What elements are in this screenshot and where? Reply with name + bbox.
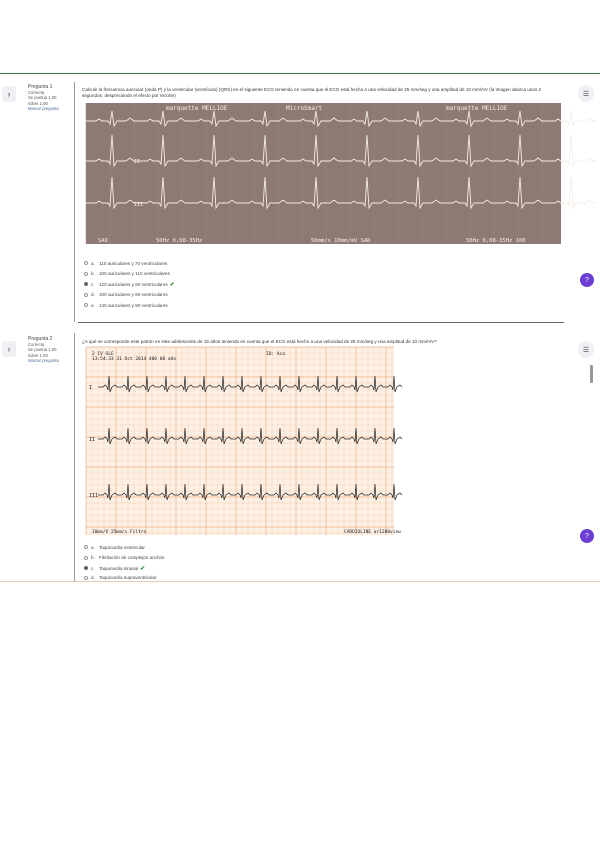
option-d[interactable]: d. 100 auriculares y 80 ventriculares: [84, 290, 175, 301]
ecg-footer-left: 10mm/V 25mm/s Filtro: [92, 530, 147, 535]
check-icon: ✔: [169, 281, 175, 288]
ecg-trace-line: [86, 177, 596, 208]
question-divider: [74, 333, 75, 581]
scrollbar-thumb[interactable]: [590, 365, 593, 383]
ecg-header-date: 13:54:33 31 Oct 2014 400 00 año: [92, 357, 176, 362]
footer-divider: [0, 581, 600, 582]
radio-button[interactable]: [84, 303, 88, 307]
menu-icon[interactable]: ☰: [578, 341, 594, 358]
radio-button[interactable]: [84, 293, 88, 297]
radio-button[interactable]: [84, 261, 88, 265]
ecg-footer-hz: 50Hz 0,08-35Hz: [156, 238, 203, 244]
question-text: Calcule la frecuencia auricular (onda P) y la ventricular (ventrículo) (QRS) en el siguiente ECG teniendo en cuenta que el ECG está hecho a una velocidad de 25 mm/seg y una amplitud de 10 mm/mV (la imagen abarca unos 2 segundos, despreciando el efecto por recorte): [82, 87, 542, 98]
menu-icon[interactable]: ☰: [578, 85, 594, 102]
option-a[interactable]: a. 110 auriculares y 70 ventriculares: [84, 258, 175, 269]
question-score: Se puntúa 1,00 sobre 1,00: [28, 95, 57, 106]
radio-button-selected[interactable]: [84, 566, 88, 570]
ecg-image-2: [86, 347, 401, 535]
flag-question-link[interactable]: Marcar pregunta: [28, 357, 59, 363]
ecg-header-left: 2 IV GLE: [92, 352, 114, 357]
ecg-header-left: marquette MELLIOE: [166, 105, 228, 112]
ecg-header-id: ID: Aca: [266, 352, 285, 357]
lead-label-iii: III: [134, 202, 144, 208]
ecg-trace-line: [98, 428, 402, 444]
lead-label-i: I: [89, 385, 93, 391]
ecg-header-mid: MicroSmart: [286, 105, 323, 112]
ecg-trace-1: [86, 103, 561, 244]
question-number: Pregunta 2: [28, 336, 53, 342]
question-status: Correcta: [28, 90, 45, 96]
option-e[interactable]: e. 140 auriculares y 80 ventriculares: [84, 300, 175, 311]
lead-label-ii: II: [134, 159, 141, 165]
option-b[interactable]: b. Fibrilación de complejos anchos: [84, 553, 164, 564]
question-status: Correcta: [28, 342, 45, 348]
question-1-info: [28, 85, 66, 111]
chevron-right-icon[interactable]: ›: [2, 86, 16, 102]
header-divider: [0, 73, 600, 74]
ecg-trace-2: [86, 347, 401, 535]
radio-button-selected[interactable]: [84, 282, 88, 286]
question-score: Se puntúa 1,00 sobre 1,00: [28, 347, 57, 358]
question-number: Pregunta 1: [28, 84, 53, 90]
help-icon[interactable]: ?: [580, 529, 594, 543]
ecg-footer-left: SAD: [98, 238, 108, 244]
ecg-header-right: marquette MELLIOE: [446, 105, 508, 112]
option-d[interactable]: d. Taquicardia supraventricular: [84, 574, 164, 582]
option-c[interactable]: c. Taquicardia sinusal ✔: [84, 563, 164, 574]
option-b[interactable]: b. 100 auriculares y 110 ventriculares: [84, 269, 175, 280]
lead-label-ii: II: [89, 437, 96, 443]
question-divider: [74, 82, 75, 322]
question-separator: [78, 322, 564, 323]
option-a[interactable]: a. Taquicardia ventricular: [84, 542, 164, 553]
answer-options-1: [84, 258, 175, 311]
question-text: ¿A qué se corresponde este patrón en este adolescente de 15 años teniendo en cuenta que el ECG está hecho a una velocidad de 25 mm/seg y una amplitud de 10 mm/mV?: [82, 339, 437, 344]
ecg-footer-right: 50Hz 0,08-35Hz 100: [466, 238, 526, 244]
ecg-footer-mid: 50mm/s 10mm/mV SAD: [311, 238, 371, 244]
radio-button[interactable]: [84, 272, 88, 276]
ecg-trace-line: [86, 135, 596, 166]
ecg-trace-line: [86, 111, 596, 126]
check-icon: ✔: [140, 565, 146, 572]
radio-button[interactable]: [84, 556, 88, 560]
ecg-trace-line: [98, 484, 402, 500]
answer-options-2: [84, 542, 164, 582]
ecg-image-1: [86, 103, 561, 244]
radio-button[interactable]: [84, 576, 88, 580]
ecg-trace-line: [98, 376, 402, 392]
question-2-info: [28, 337, 66, 363]
chevron-right-icon[interactable]: ›: [2, 341, 16, 357]
radio-button[interactable]: [84, 545, 88, 549]
option-c[interactable]: c. 120 auriculares y 80 ventriculares ✔: [84, 279, 175, 290]
ecg-footer-right: CARDIOLINE ar1200view: [344, 530, 401, 535]
help-icon[interactable]: ?: [580, 273, 594, 287]
lead-label-iii: III: [89, 493, 99, 499]
flag-question-link[interactable]: Marcar pregunta: [28, 105, 59, 111]
